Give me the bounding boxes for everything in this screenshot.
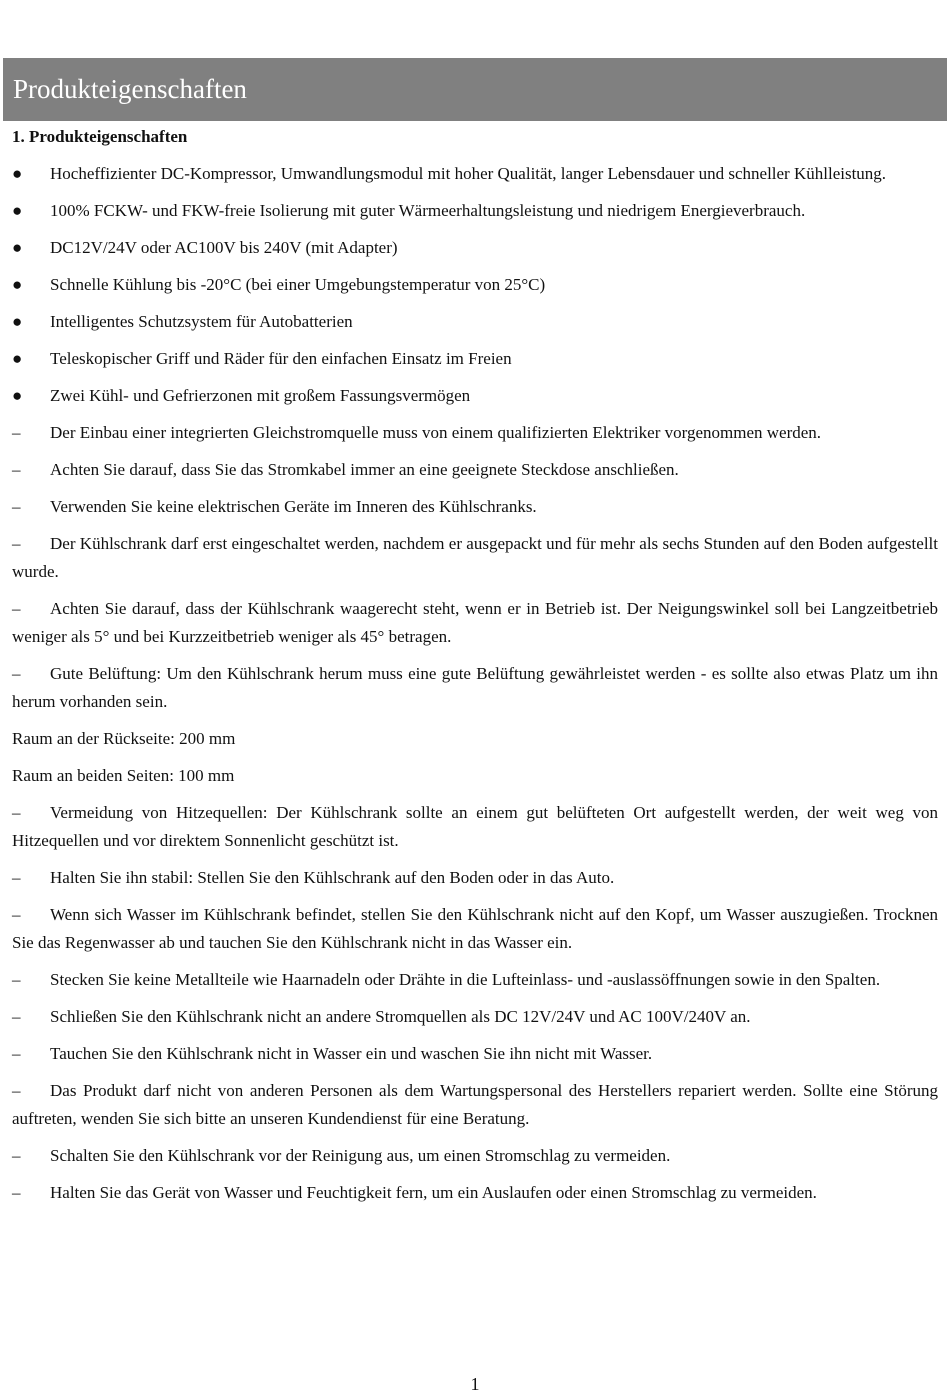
bullet-icon: ●	[12, 238, 23, 257]
document-body	[12, 123, 938, 1207]
dash-icon: –	[12, 1183, 21, 1202]
dash-icon: –	[12, 1146, 21, 1165]
bullet-icon: ●	[12, 386, 23, 405]
dash-icon: –	[12, 803, 21, 822]
dash-text: Stecken Sie keine Metallteile wie Haarnadeln oder Drähte in die Lufteinlass- und -auslassöffnungen sowie in den Spalten.	[50, 970, 881, 989]
bullet-text: Teleskopischer Griff und Räder für den einfachen Einsatz im Freien	[50, 349, 512, 368]
dash-item	[12, 493, 938, 521]
dash-text: Schalten Sie den Kühlschrank vor der Reinigung aus, um einen Stromschlag zu vermeiden.	[50, 1146, 671, 1165]
bullet-item	[12, 308, 938, 336]
dash-icon: –	[12, 534, 21, 553]
dash-text: Achten Sie darauf, dass Sie das Stromkabel immer an eine geeignete Steckdose anschließen.	[50, 460, 679, 479]
dash-text: Vermeidung von Hitzequellen: Der Kühlschrank sollte an einem gut belüfteten Ort aufgestellt werden, der weit weg von Hitzequellen und vor direktem Sonnenlicht geschützt ist.	[12, 803, 938, 850]
dash-item	[12, 456, 938, 484]
bullet-text: Zwei Kühl- und Gefrierzonen mit großem Fassungsvermögen	[50, 386, 471, 405]
dash-text: Wenn sich Wasser im Kühlschrank befindet, stellen Sie den Kühlschrank nicht auf den Kopf, um Wasser auszugießen. Trocknen Sie das Regenwasser ab und tauchen Sie den Kühlschrank nicht in das Wasser ein.	[12, 905, 938, 952]
bullet-icon: ●	[12, 349, 23, 368]
dash-text: Verwenden Sie keine elektrischen Geräte im Inneren des Kühlschranks.	[50, 497, 537, 516]
dash-item	[12, 419, 938, 447]
dash-text: Der Einbau einer integrierten Gleichstromquelle muss von einem qualifizierten Elektriker vorgenommen werden.	[50, 423, 822, 442]
dash-item	[12, 901, 938, 957]
dash-item	[12, 1003, 938, 1031]
bullet-item	[12, 271, 938, 299]
dash-item	[12, 1077, 938, 1133]
bullet-item	[12, 197, 938, 225]
space-sides: Raum an beiden Seiten: 100 mm	[12, 766, 235, 785]
dash-icon: –	[12, 1081, 21, 1100]
dash-icon: –	[12, 970, 21, 989]
bullet-item	[12, 234, 938, 262]
dash-icon: –	[12, 905, 21, 924]
bullet-item	[12, 382, 938, 410]
dash-text: Schließen Sie den Kühlschrank nicht an andere Stromquellen als DC 12V/24V und AC 100V/240V an.	[50, 1007, 751, 1026]
dash-item	[12, 864, 938, 892]
bullet-icon: ●	[12, 201, 23, 220]
dash-item	[12, 966, 938, 994]
bullet-icon: ●	[12, 164, 23, 183]
dash-icon: –	[12, 497, 21, 516]
dash-item	[12, 595, 938, 651]
dash-text: Das Produkt darf nicht von anderen Personen als dem Wartungspersonal des Herstellers repariert werden. Sollte eine Störung auftreten, wenden Sie sich bitte an unseren Kundendienst für eine Beratung.	[12, 1081, 938, 1128]
dash-icon: –	[12, 1007, 21, 1026]
bullet-item	[12, 160, 938, 188]
bullet-icon: ●	[12, 312, 23, 331]
bullet-text: Schnelle Kühlung bis -20°C (bei einer Umgebungstemperatur von 25°C)	[50, 275, 546, 294]
dash-item	[12, 799, 938, 855]
dash-item	[12, 1142, 938, 1170]
dash-text: Halten Sie das Gerät von Wasser und Feuchtigkeit fern, um ein Auslaufen oder einen Stromschlag zu vermeiden.	[50, 1183, 817, 1202]
dash-icon: –	[12, 423, 21, 442]
dash-text: Achten Sie darauf, dass der Kühlschrank waagerecht steht, wenn er in Betrieb ist. Der Neigungswinkel soll bei Langzeitbetrieb weniger als 5° und bei Kurzzeitbetrieb weniger als 45° betragen.	[12, 599, 938, 646]
bullet-text: DC12V/24V oder AC100V bis 240V (mit Adapter)	[50, 238, 398, 257]
space-back: Raum an der Rückseite: 200 mm	[12, 729, 236, 748]
page-number: 1	[470, 1374, 480, 1394]
dash-item	[12, 1040, 938, 1068]
section-title: 1. Produkteigenschaften	[12, 127, 188, 146]
dash-item	[12, 660, 938, 716]
dash-text: Tauchen Sie den Kühlschrank nicht in Wasser ein und waschen Sie ihn nicht mit Wasser.	[50, 1044, 653, 1063]
header-title: Produkteigenschaften	[13, 74, 247, 104]
bullet-item	[12, 345, 938, 373]
dash-item	[12, 530, 938, 586]
dash-icon: –	[12, 599, 21, 618]
bullet-text: Hocheffizienter DC-Kompressor, Umwandlungsmodul mit hoher Qualität, langer Lebensdauer und schneller Kühlleistung.	[50, 164, 887, 183]
dash-text: Gute Belüftung: Um den Kühlschrank herum muss eine gute Belüftung gewährleistet werden - es sollte also etwas Platz um ihn herum vorhanden sein.	[12, 664, 938, 711]
dash-text: Halten Sie ihn stabil: Stellen Sie den Kühlschrank auf den Boden oder in das Auto.	[50, 868, 615, 887]
dash-icon: –	[12, 868, 21, 887]
bullet-text: Intelligentes Schutzsystem für Autobatterien	[50, 312, 353, 331]
dash-text: Der Kühlschrank darf erst eingeschaltet werden, nachdem er ausgepackt und für mehr als sechs Stunden auf den Boden aufgestellt wurde.	[12, 534, 938, 581]
dash-icon: –	[12, 460, 21, 479]
bullet-text: 100% FCKW- und FKW-freie Isolierung mit guter Wärmeerhaltungsleistung und niedrigem Energieverbrauch.	[50, 201, 806, 220]
dash-icon: –	[12, 1044, 21, 1063]
dash-item	[12, 1179, 938, 1207]
bullet-icon: ●	[12, 275, 23, 294]
section-header-bar	[3, 58, 947, 121]
dash-icon: –	[12, 664, 21, 683]
